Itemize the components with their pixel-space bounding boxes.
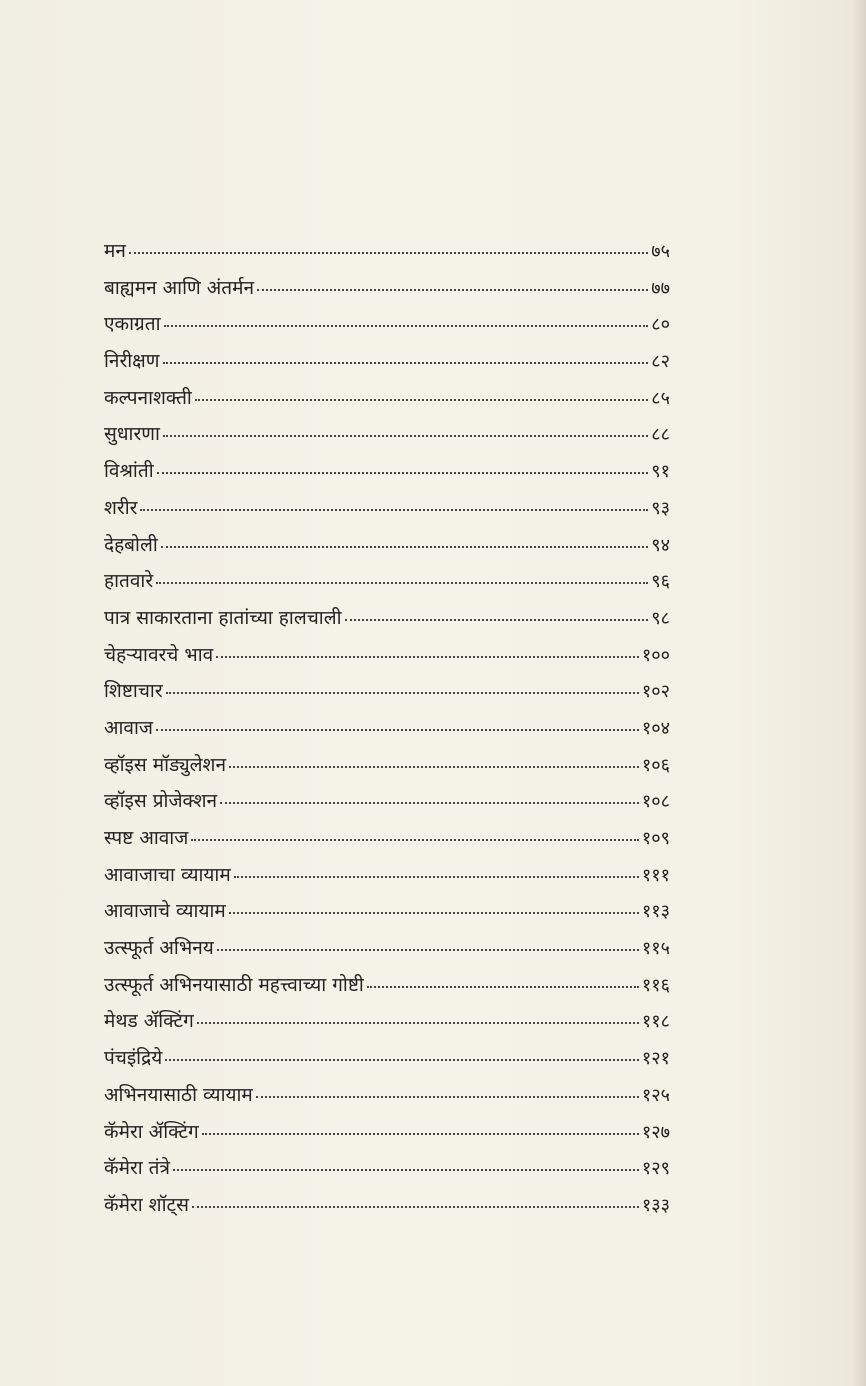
toc-entry-page: ११६ bbox=[641, 974, 670, 996]
toc-entry-title: कॅमेरा ॲक्टिंग bbox=[104, 1120, 199, 1143]
toc-entry bbox=[104, 233, 670, 270]
toc-dot-leader bbox=[163, 361, 649, 364]
toc-entry bbox=[104, 416, 670, 453]
toc-entry bbox=[104, 527, 670, 564]
toc-entry bbox=[104, 1040, 670, 1077]
toc-entry bbox=[104, 710, 670, 747]
toc-entry bbox=[104, 1150, 670, 1187]
toc-entry-title: मन bbox=[104, 240, 126, 262]
toc-entry-title: स्पष्ट आवाज bbox=[104, 827, 189, 849]
toc-entry-page: ९३ bbox=[651, 497, 670, 519]
toc-entry-title: विश्रांती bbox=[104, 460, 154, 483]
toc-entry-page: ९४ bbox=[651, 534, 670, 556]
toc-entry bbox=[104, 783, 670, 820]
toc-entry-page: १०२ bbox=[641, 681, 670, 703]
toc-dot-leader bbox=[220, 801, 639, 804]
toc-entry-page: ८२ bbox=[651, 351, 670, 373]
toc-entry bbox=[104, 453, 670, 490]
toc-entry-page: १०८ bbox=[641, 791, 670, 813]
toc-entry-title: पंचइंद्रिये bbox=[104, 1047, 163, 1070]
toc-entry bbox=[104, 637, 670, 674]
toc-dot-leader bbox=[191, 838, 639, 841]
toc-dot-leader bbox=[229, 765, 639, 768]
toc-entry-title: आवाजाचे व्यायाम bbox=[104, 900, 226, 923]
toc-dot-leader bbox=[367, 985, 639, 988]
toc-dot-leader bbox=[140, 508, 648, 511]
toc-entry-title: कॅमेरा तंत्रे bbox=[104, 1157, 171, 1180]
toc-entry-page: ११५ bbox=[641, 938, 670, 960]
toc-entry-page: १२७ bbox=[641, 1121, 670, 1143]
toc-entry-page: १२९ bbox=[641, 1158, 670, 1180]
toc-entry-title: देहबोली bbox=[104, 533, 158, 556]
toc-entry-title: एकाग्रता bbox=[104, 313, 161, 336]
toc-dot-leader bbox=[164, 324, 649, 327]
toc-entry-title: शरीर bbox=[104, 496, 138, 519]
toc-entry bbox=[104, 820, 670, 857]
toc-dot-leader bbox=[202, 1132, 639, 1135]
toc-entry bbox=[104, 490, 670, 527]
page-spine-shadow bbox=[852, 0, 866, 1386]
toc-entry bbox=[104, 747, 670, 784]
toc-entry bbox=[104, 306, 670, 343]
toc-entry-page: ९८ bbox=[651, 607, 670, 629]
toc-entry bbox=[104, 673, 670, 710]
toc-dot-leader bbox=[229, 911, 639, 914]
toc-entry-page: ७५ bbox=[651, 241, 670, 262]
toc-dot-leader bbox=[156, 581, 648, 584]
toc-entry-title: उत्स्फूर्त अभिनयासाठी महत्त्वाच्या गोष्टी bbox=[104, 973, 364, 996]
table-of-contents bbox=[104, 233, 670, 1224]
toc-dot-leader bbox=[195, 398, 648, 401]
toc-entry bbox=[104, 1077, 670, 1114]
toc-entry-page: १३३ bbox=[641, 1194, 670, 1216]
toc-entry-title: आवाजाचा व्यायाम bbox=[104, 863, 231, 886]
toc-entry bbox=[104, 600, 670, 637]
toc-dot-leader bbox=[234, 875, 639, 878]
toc-entry bbox=[104, 270, 670, 307]
toc-entry bbox=[104, 1187, 670, 1224]
toc-entry-title: व्हॉइस प्रोजेक्शन bbox=[104, 790, 218, 813]
toc-dot-leader bbox=[157, 471, 649, 474]
toc-entry bbox=[104, 930, 670, 967]
toc-entry-title: हातवारे bbox=[104, 570, 154, 593]
toc-entry-title: सुधारणा bbox=[104, 423, 160, 446]
toc-entry-page: ९१ bbox=[651, 461, 670, 483]
toc-entry-page: १२१ bbox=[641, 1048, 670, 1070]
toc-entry-page: १०९ bbox=[641, 828, 670, 849]
toc-dot-leader bbox=[192, 1205, 639, 1208]
toc-entry bbox=[104, 1114, 670, 1151]
toc-dot-leader bbox=[257, 288, 648, 291]
toc-entry bbox=[104, 563, 670, 600]
toc-entry bbox=[104, 893, 670, 930]
toc-dot-leader bbox=[217, 948, 639, 951]
toc-dot-leader bbox=[216, 655, 639, 658]
toc-entry-page: १२५ bbox=[641, 1084, 670, 1106]
toc-dot-leader bbox=[165, 1058, 639, 1061]
toc-dot-leader bbox=[166, 691, 639, 694]
toc-entry-page: ११३ bbox=[641, 901, 670, 923]
toc-entry-title: शिष्टाचार bbox=[104, 680, 163, 703]
toc-entry-page: १०४ bbox=[641, 717, 670, 739]
toc-dot-leader bbox=[256, 1095, 639, 1098]
toc-entry bbox=[104, 857, 670, 894]
toc-dot-leader bbox=[345, 618, 649, 621]
toc-entry-page: १११ bbox=[641, 864, 670, 886]
toc-entry-page: १०६ bbox=[641, 754, 670, 776]
toc-entry-page: ११८ bbox=[641, 1011, 670, 1033]
toc-entry-title: बाह्यमन आणि अंतर्मन bbox=[104, 276, 255, 299]
toc-dot-leader bbox=[197, 1021, 639, 1024]
toc-entry-title: अभिनयासाठी व्यायाम bbox=[104, 1083, 253, 1106]
toc-entry bbox=[104, 1003, 670, 1040]
toc-entry-page: ८५ bbox=[651, 387, 670, 409]
toc-dot-leader bbox=[163, 434, 648, 437]
toc-entry-title: व्हॉइस मॉड्युलेशन bbox=[104, 753, 226, 776]
toc-entry-title: निरीक्षण bbox=[104, 350, 160, 373]
toc-dot-leader bbox=[161, 545, 649, 548]
toc-dot-leader bbox=[173, 1168, 639, 1171]
toc-entry bbox=[104, 380, 670, 417]
toc-entry-title: पात्र साकारताना हातांच्या हालचाली bbox=[104, 606, 342, 629]
toc-entry bbox=[104, 343, 670, 380]
toc-entry-title: उत्स्फूर्त अभिनय bbox=[104, 937, 214, 960]
toc-entry-title: कॅमेरा शॉट्स bbox=[104, 1193, 189, 1216]
toc-entry-page: १०० bbox=[641, 644, 670, 666]
toc-entry-title: मेथड ॲक्टिंग bbox=[104, 1010, 194, 1033]
toc-entry-title: कल्पनाशक्ती bbox=[104, 386, 192, 409]
toc-entry-title: आवाज bbox=[104, 716, 154, 739]
toc-dot-leader bbox=[156, 728, 639, 731]
toc-entry-page: ८८ bbox=[651, 424, 670, 446]
toc-dot-leader bbox=[129, 251, 648, 254]
toc-entry-page: ७७ bbox=[651, 277, 670, 299]
toc-entry-page: ८० bbox=[651, 314, 670, 336]
toc-entry-title: चेहऱ्यावरचे भाव bbox=[104, 643, 214, 666]
toc-entry-page: ९६ bbox=[651, 571, 670, 593]
toc-entry bbox=[104, 967, 670, 1004]
